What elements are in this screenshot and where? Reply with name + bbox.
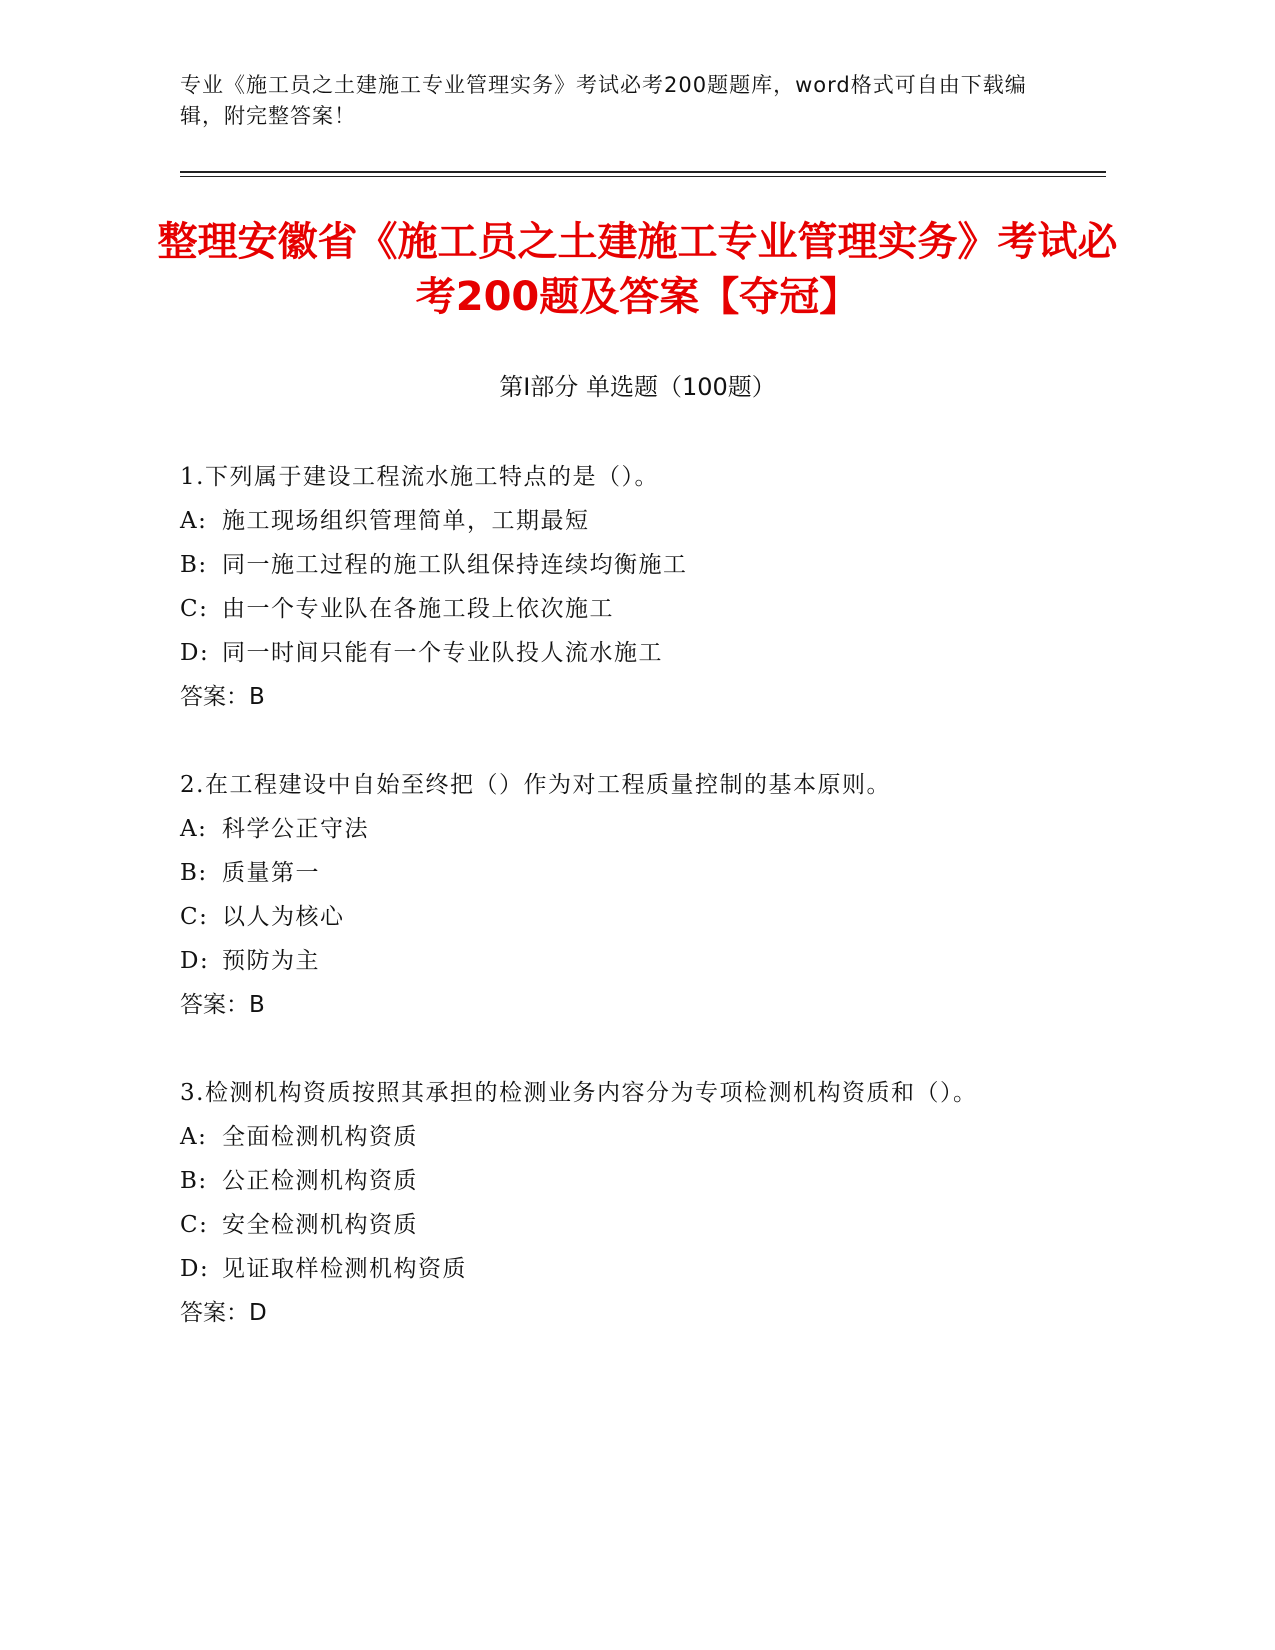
option-b bbox=[180, 851, 1060, 895]
section-title: 第Ⅰ部分 单选题（100题） bbox=[499, 373, 776, 401]
option-key: D: bbox=[180, 1256, 210, 1282]
question-3 bbox=[180, 1071, 1060, 1335]
option-d bbox=[180, 1247, 1060, 1291]
answer-line: 答案：B bbox=[180, 992, 265, 1018]
option-key: C: bbox=[180, 596, 209, 622]
option-d bbox=[180, 939, 1060, 983]
header-divider bbox=[180, 171, 1106, 177]
option-key: B: bbox=[180, 860, 208, 886]
option-c bbox=[180, 1203, 1060, 1247]
option-key: B: bbox=[180, 1168, 208, 1194]
option-a bbox=[180, 1115, 1060, 1159]
question-1 bbox=[180, 455, 1060, 719]
option-c bbox=[180, 895, 1060, 939]
divider-line-thin bbox=[180, 176, 1106, 177]
option-key: C: bbox=[180, 1212, 209, 1238]
option-key: D: bbox=[180, 640, 210, 666]
question-list bbox=[180, 455, 1060, 1379]
option-key: A: bbox=[180, 508, 208, 534]
option-text: 同一施工过程的施工队组保持连续均衡施工 bbox=[222, 552, 688, 578]
option-text: 公正检测机构资质 bbox=[222, 1168, 418, 1194]
option-key: D: bbox=[180, 948, 210, 974]
option-key: B: bbox=[180, 552, 208, 578]
divider-line-thick bbox=[180, 171, 1106, 173]
option-text: 质量第一 bbox=[222, 860, 320, 886]
question-stem: 1.下列属于建设工程流水施工特点的是（）。 bbox=[180, 464, 659, 490]
answer-line: 答案：B bbox=[180, 684, 265, 710]
option-key: C: bbox=[180, 904, 209, 930]
option-d bbox=[180, 631, 1060, 675]
question-stem: 2.在工程建设中自始至终把（）作为对工程质量控制的基本原则。 bbox=[180, 772, 891, 798]
header-note: 专业《施工员之土建施工专业管理实务》考试必考200题题库，word格式可自由下载编辑，附完整答案！ bbox=[180, 73, 1027, 128]
question-2 bbox=[180, 763, 1060, 1027]
option-text: 见证取样检测机构资质 bbox=[222, 1256, 467, 1282]
option-text: 施工现场组织管理简单，工期最短 bbox=[222, 508, 590, 534]
option-a bbox=[180, 499, 1060, 543]
option-text: 同一时间只能有一个专业队投人流水施工 bbox=[222, 640, 663, 666]
document-title: 整理安徽省《施工员之土建施工专业管理实务》考试必考200题及答案【夺冠】 bbox=[157, 219, 1118, 320]
option-key: A: bbox=[180, 816, 208, 842]
option-key: A: bbox=[180, 1124, 208, 1150]
option-text: 全面检测机构资质 bbox=[222, 1124, 418, 1150]
option-b bbox=[180, 543, 1060, 587]
option-text: 科学公正守法 bbox=[222, 816, 369, 842]
option-text: 以人为核心 bbox=[222, 904, 345, 930]
option-b bbox=[180, 1159, 1060, 1203]
option-c bbox=[180, 587, 1060, 631]
answer-line: 答案：D bbox=[180, 1300, 267, 1326]
question-stem: 3.检测机构资质按照其承担的检测业务内容分为专项检测机构资质和（）。 bbox=[180, 1080, 978, 1106]
option-text: 由一个专业队在各施工段上依次施工 bbox=[222, 596, 614, 622]
option-text: 预防为主 bbox=[222, 948, 320, 974]
option-a bbox=[180, 807, 1060, 851]
option-text: 安全检测机构资质 bbox=[222, 1212, 418, 1238]
